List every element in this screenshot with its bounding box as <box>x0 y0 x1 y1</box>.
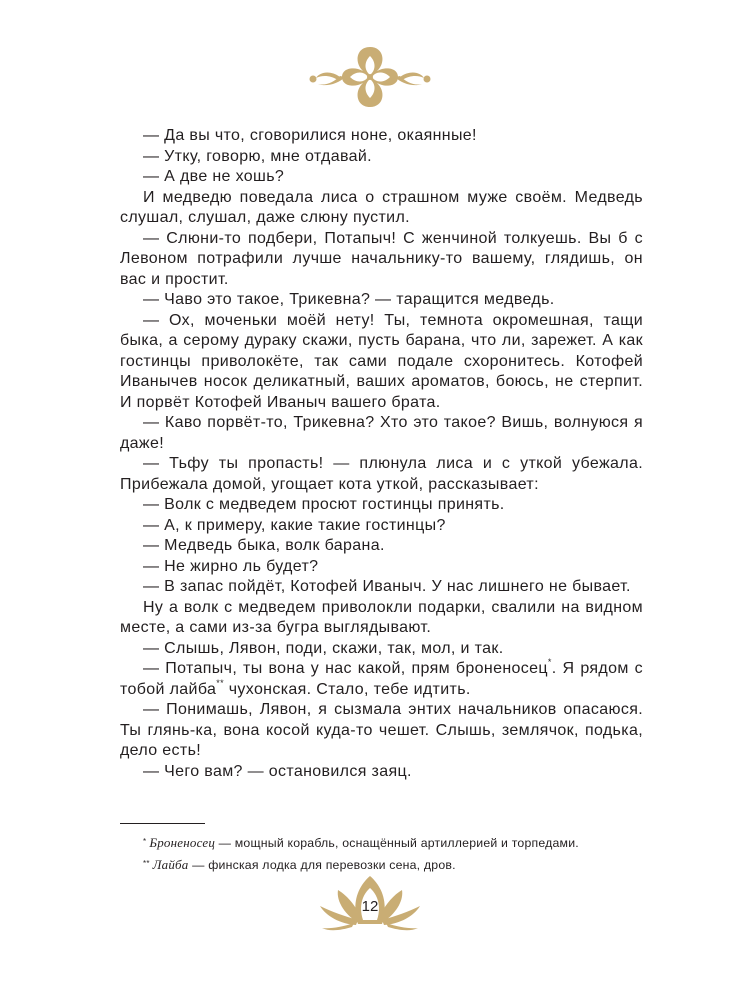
paragraph: — Утку, говорю, мне отдавай. <box>143 147 372 165</box>
paragraph: — А две не хошь? <box>143 168 285 185</box>
paragraph: — Не жирно ль будет? <box>143 557 319 575</box>
paragraph: — Понимашь, Лявон, я сызмала энтих начальников опасаюся. Ты глянь-ка, вона косой куда-то чешет. Слышь, землячок, подька, дело есть! <box>120 701 643 759</box>
paragraph: Ну а волк с медведем приволокли подарки, свалили на видном месте, а сами из-за бугра выглядывают. <box>120 598 643 636</box>
paragraph-with-footnotes <box>120 659 643 700</box>
paragraph-end: чухонская. Стало, тебе идтить. <box>223 680 471 698</box>
footnote-term: Броненосец <box>149 835 216 850</box>
paragraph: — Слюни-то подбери, Потапыч! С женчиной толкуешь. Вы б с Левоном потрафили лучше начальнику-то вашему, глядишь, он вас и простит. <box>120 229 643 288</box>
paragraph: — Волк с медведем просют гостинцы принять. <box>143 496 505 513</box>
footnote-divider <box>120 823 205 824</box>
paragraph: И медведю поведала лиса о страшном муже своём. Медведь слушал, слушал, даже слюну пустил. <box>120 188 643 226</box>
floral-ornament-icon <box>0 42 741 112</box>
paragraph: — Медведь быка, волк барана. <box>143 537 385 554</box>
paragraph-middle: . Я рядом с тобой лайба <box>120 660 643 698</box>
paragraph: — В запас пойдёт, Котофей Иваныч. У нас лишнего не бывает. <box>143 578 631 595</box>
footnote-mark: * <box>143 837 147 846</box>
paragraph: — Тьфу ты пропасть! — плюнула лиса и с уткой убежала. Прибежала домой, угощает кота уткой, рассказывает: <box>120 455 643 493</box>
footnote-mark: ** <box>143 859 150 868</box>
story-text <box>120 126 643 782</box>
paragraph: — А, к примеру, какие такие гостинцы? <box>143 516 446 534</box>
footnote-text: — финская лодка для перевозки сена, дров. <box>188 858 456 872</box>
paragraph: — Чаво это такое, Трикевна? — таращится медведь. <box>143 291 555 308</box>
footnote-1 <box>120 832 680 854</box>
footnote-term: Лайба <box>152 857 189 872</box>
paragraph-start: — Потапыч, ты вона у нас какой, прям броненосец <box>143 660 548 677</box>
footnote-ref-2: ** <box>216 677 224 688</box>
paragraph: — Ох, моченьки моёй нету! Ты, темнота окромешная, тащи быка, а серому дураку скажи, пусть барана, что ли, зарежет. А как гостинцы приволокёте, так сами подале схоронитесь. Котофей Иванычев носок деликатный, ваших ароматов, боюсь, не стерпит. И порвёт Котофей Иваныч вашего брата. <box>120 311 643 411</box>
paragraph: — Чего вам? — остановился заяц. <box>143 762 412 780</box>
paragraph: — Слышь, Лявон, поди, скажи, так, мол, и так. <box>143 639 504 657</box>
footnotes <box>120 832 680 876</box>
page-number: 12 <box>361 898 379 915</box>
paragraph: — Да вы что, сговорилися ноне, окаянные! <box>143 127 477 144</box>
paragraph: — Каво порвёт-то, Трикевна? Хто это такое? Вишь, волнуюся я даже! <box>120 414 643 452</box>
footnote-text: — мощный корабль, оснащённый артиллерией и торпедами. <box>215 836 579 850</box>
footnote-ref-1: * <box>547 657 552 667</box>
